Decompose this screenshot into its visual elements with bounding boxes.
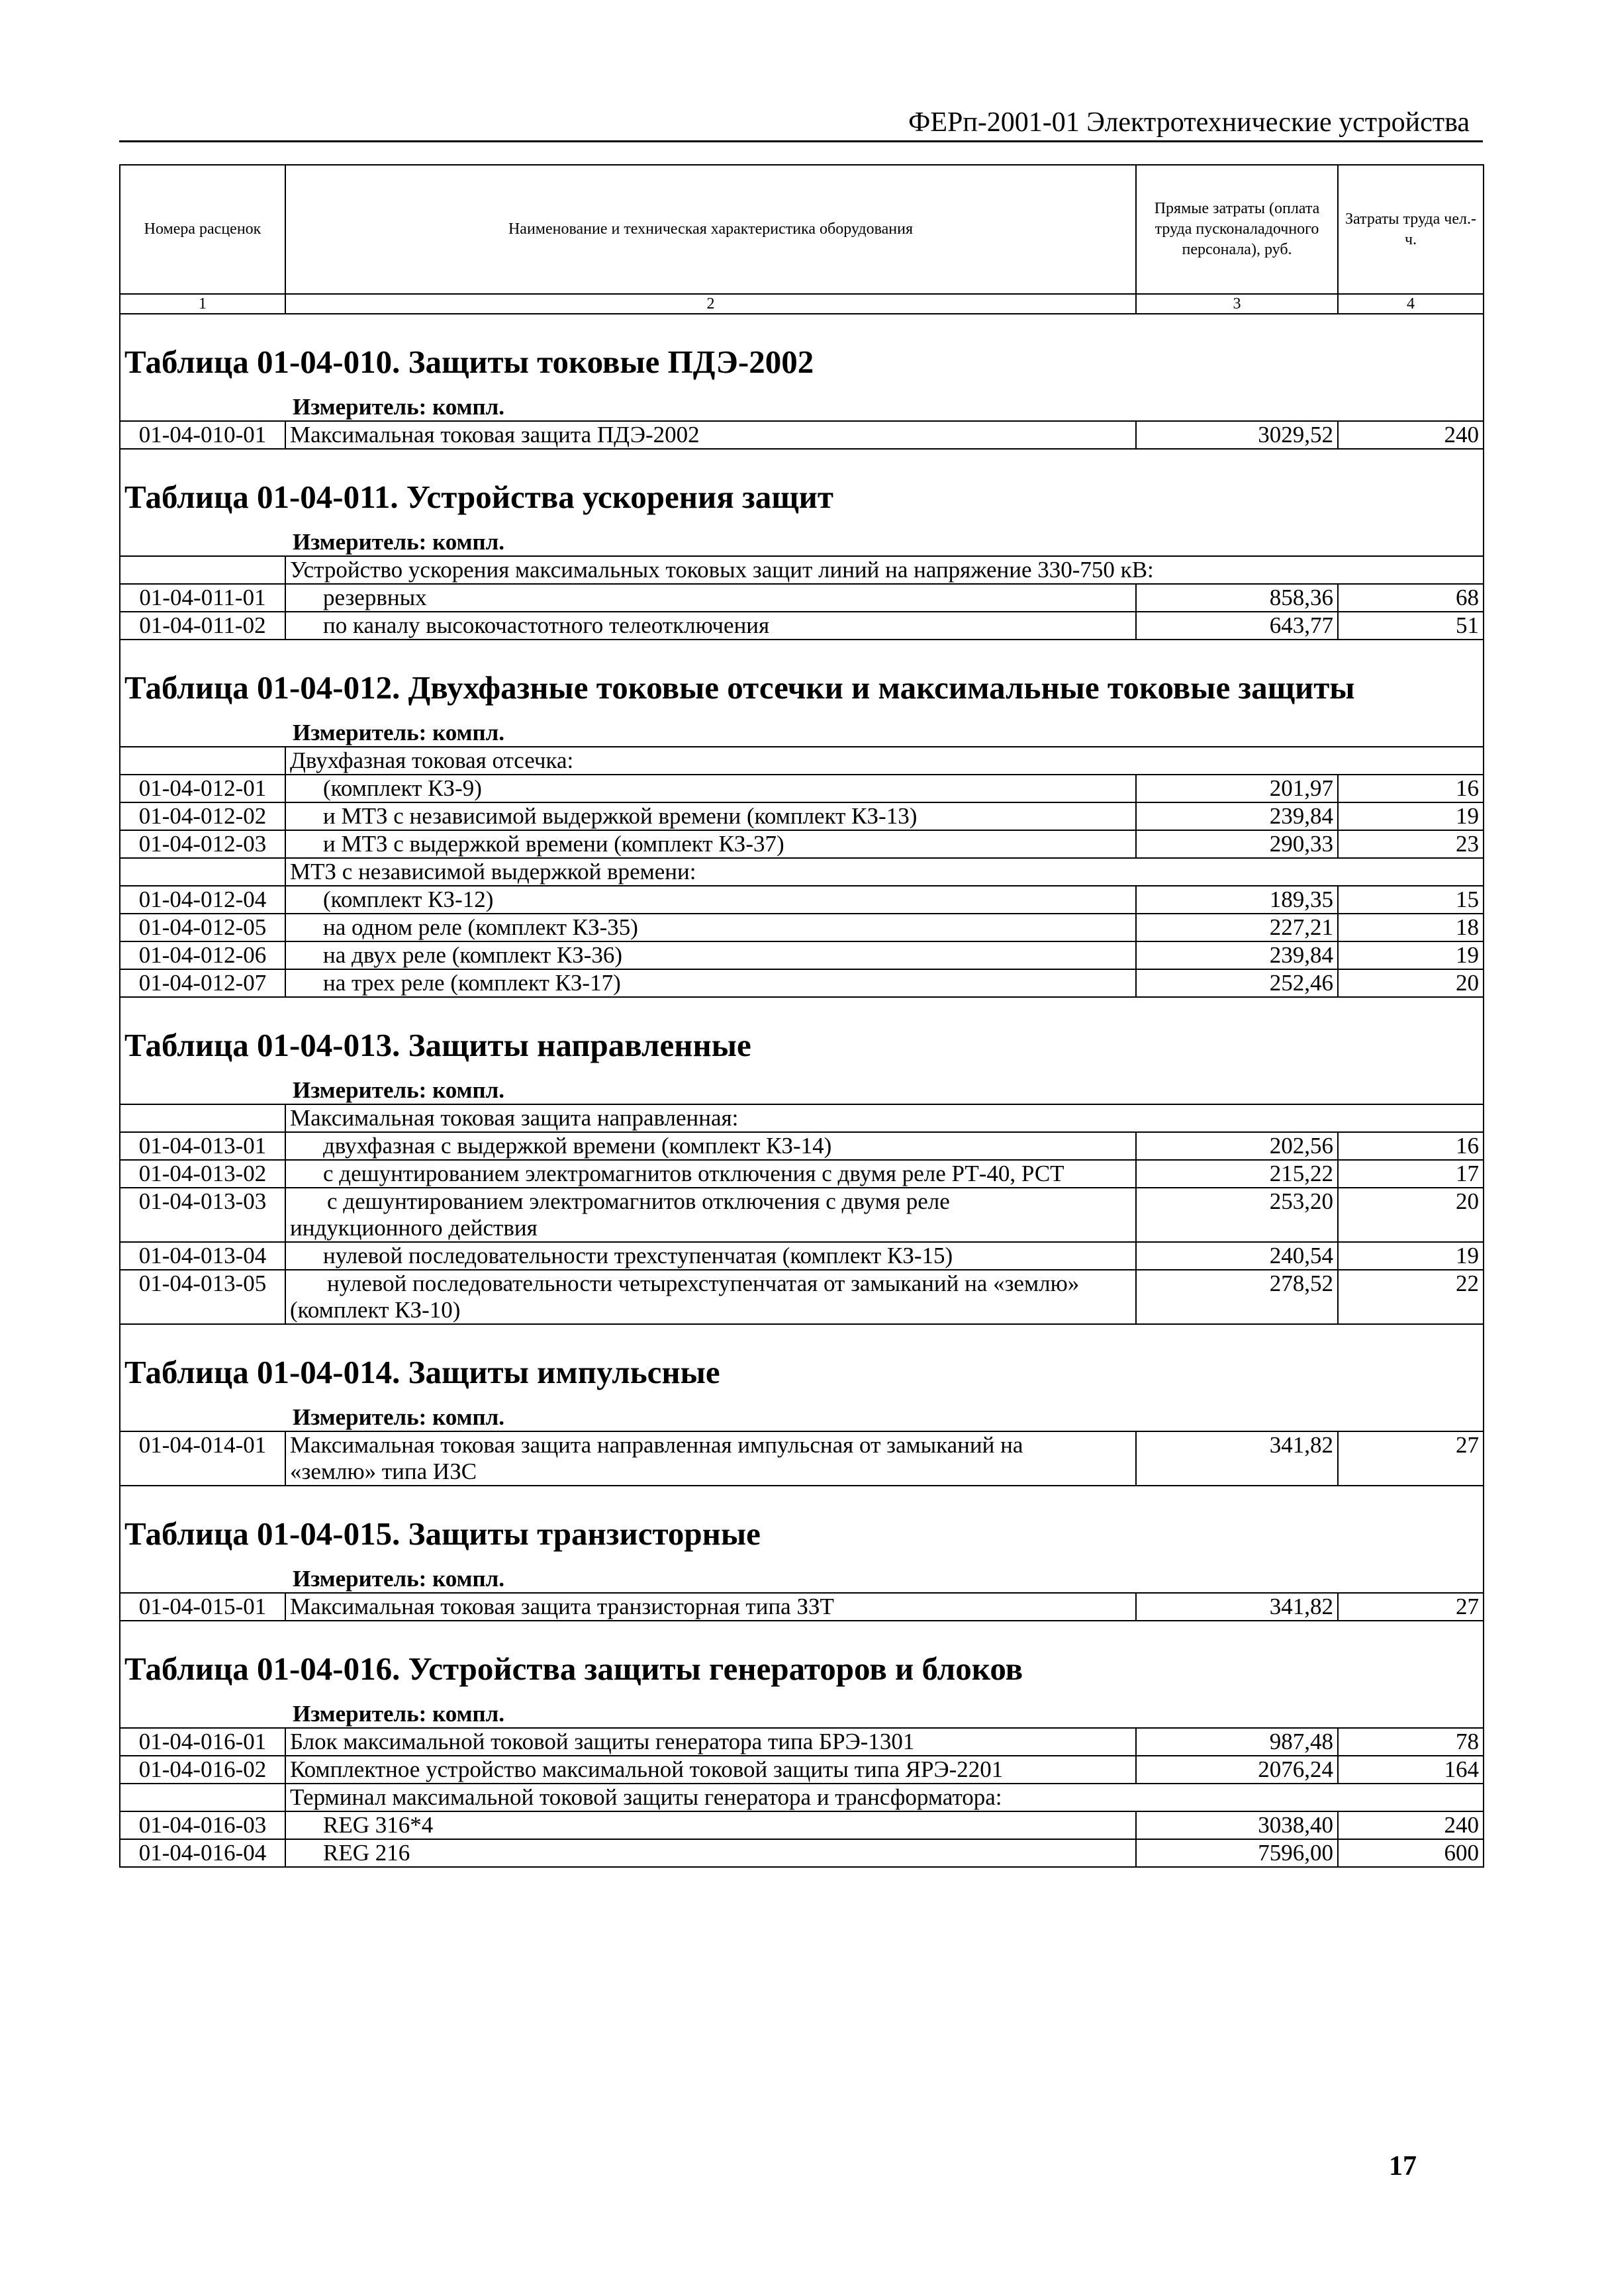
- table-row: [120, 802, 1484, 830]
- row-code: 01-04-015-01: [120, 1593, 285, 1621]
- row-cost: 290,33: [1136, 830, 1338, 858]
- group-row: [120, 556, 1484, 584]
- row-cost: 189,35: [1136, 886, 1338, 914]
- row-cost: 202,56: [1136, 1132, 1338, 1160]
- row-cost: 341,82: [1136, 1593, 1338, 1621]
- row-labor: 22: [1338, 1270, 1484, 1324]
- section-title-row: [120, 997, 1484, 1077]
- row-cost: 201,97: [1136, 775, 1338, 802]
- section-title-row: [120, 640, 1484, 720]
- section-title: Таблица 01-04-015. Защиты транзисторные: [120, 1486, 1484, 1566]
- row-cost: 278,52: [1136, 1270, 1338, 1324]
- measure-row: [120, 529, 1484, 556]
- row-code: 01-04-010-01: [120, 421, 285, 449]
- row-name: с дешунтированием электромагнитов отключения с двумя реле РТ-40, РСТ: [285, 1160, 1136, 1188]
- row-labor: 27: [1338, 1431, 1484, 1486]
- row-code: 01-04-014-01: [120, 1431, 285, 1486]
- table-row: [120, 1728, 1484, 1756]
- table-row: [120, 969, 1484, 997]
- table-row: [120, 1839, 1484, 1867]
- group-row: [120, 858, 1484, 886]
- table-row: [120, 1242, 1484, 1270]
- row-labor: 17: [1338, 1160, 1484, 1188]
- row-cost: 240,54: [1136, 1242, 1338, 1270]
- row-code: 01-04-012-06: [120, 941, 285, 969]
- row-name: двухфазная с выдержкой времени (комплект КЗ-14): [285, 1132, 1136, 1160]
- row-labor: 164: [1338, 1756, 1484, 1784]
- row-name: [285, 1188, 1136, 1242]
- row-name-line2: индукционного действия: [290, 1215, 538, 1241]
- row-labor: 19: [1338, 802, 1484, 830]
- table-row: [120, 886, 1484, 914]
- row-name: нулевой последовательности трехступенчатая (комплект КЗ-15): [285, 1242, 1136, 1270]
- row-cost: 858,36: [1136, 584, 1338, 612]
- row-labor: 240: [1338, 1811, 1484, 1839]
- row-name: на двух реле (комплект КЗ-36): [285, 941, 1136, 969]
- section-title-row: [120, 1324, 1484, 1404]
- section-title-row: [120, 449, 1484, 529]
- row-name-line2: (комплект КЗ-10): [290, 1297, 461, 1323]
- measure-row: [120, 1404, 1484, 1431]
- row-name: Максимальная токовая защита направленная импульсная от замыканий на «землю» типа ИЗС: [285, 1431, 1136, 1486]
- row-name: резервных: [285, 584, 1136, 612]
- row-labor: 16: [1338, 1132, 1484, 1160]
- table-row: [120, 584, 1484, 612]
- table-row: [120, 1270, 1484, 1324]
- column-number-row: [120, 294, 1484, 314]
- row-name-line1: нулевой последовательности четырехступенчатая от замыканий на «землю»: [327, 1270, 1080, 1296]
- row-code: 01-04-013-02: [120, 1160, 285, 1188]
- table-row: [120, 1756, 1484, 1784]
- row-cost: 643,77: [1136, 612, 1338, 640]
- measure-label: Измеритель: компл.: [120, 1404, 1484, 1431]
- table-row: [120, 914, 1484, 941]
- row-labor: 16: [1338, 775, 1484, 802]
- row-name-line1: с дешунтированием электромагнитов отключения с двумя реле: [327, 1188, 950, 1214]
- header-rule: [119, 140, 1483, 142]
- group-code-empty: [120, 858, 285, 886]
- row-labor: 15: [1338, 886, 1484, 914]
- row-code: 01-04-016-03: [120, 1811, 285, 1839]
- col-header-name: Наименование и техническая характеристика оборудования: [285, 165, 1136, 294]
- row-labor: 20: [1338, 1188, 1484, 1242]
- row-labor: 19: [1338, 941, 1484, 969]
- table-row: [120, 1188, 1484, 1242]
- row-cost: 3029,52: [1136, 421, 1338, 449]
- section-title-row: [120, 1621, 1484, 1701]
- row-code: 01-04-012-02: [120, 802, 285, 830]
- row-name: (комплект КЗ-12): [285, 886, 1136, 914]
- row-labor: 27: [1338, 1593, 1484, 1621]
- section-title: Таблица 01-04-012. Двухфазные токовые отсечки и максимальные токовые защиты: [120, 640, 1484, 720]
- col-number-2: 2: [285, 294, 1136, 314]
- row-name: по каналу высокочастотного телеотключения: [285, 612, 1136, 640]
- row-code: 01-04-012-04: [120, 886, 285, 914]
- table-row: [120, 1811, 1484, 1839]
- measure-row: [120, 1566, 1484, 1593]
- row-name: [285, 1270, 1136, 1324]
- row-name: (комплект КЗ-9): [285, 775, 1136, 802]
- row-code: 01-04-016-01: [120, 1728, 285, 1756]
- col-header-labor: Затраты труда чел.-ч.: [1338, 165, 1484, 294]
- group-label: Устройство ускорения максимальных токовых защит линий на напряжение 330-750 кВ:: [285, 556, 1484, 584]
- table-row: [120, 421, 1484, 449]
- row-cost: 215,22: [1136, 1160, 1338, 1188]
- row-name: на трех реле (комплект КЗ-17): [285, 969, 1136, 997]
- row-labor: 19: [1338, 1242, 1484, 1270]
- row-cost: 253,20: [1136, 1188, 1338, 1242]
- table-row: [120, 1132, 1484, 1160]
- row-labor: 600: [1338, 1839, 1484, 1867]
- row-labor: 23: [1338, 830, 1484, 858]
- group-row: [120, 1784, 1484, 1811]
- row-labor: 240: [1338, 421, 1484, 449]
- row-cost: 2076,24: [1136, 1756, 1338, 1784]
- row-code: 01-04-012-07: [120, 969, 285, 997]
- row-code: 01-04-013-05: [120, 1270, 285, 1324]
- group-label: Двухфазная токовая отсечка:: [285, 747, 1484, 775]
- measure-label: Измеритель: компл.: [120, 529, 1484, 556]
- section-title: Таблица 01-04-011. Устройства ускорения защит: [120, 449, 1484, 529]
- measure-row: [120, 394, 1484, 421]
- row-code: 01-04-016-04: [120, 1839, 285, 1867]
- col-header-codes: Номера расценок: [120, 165, 285, 294]
- table-row: [120, 775, 1484, 802]
- section-title: Таблица 01-04-010. Защиты токовые ПДЭ-2002: [120, 314, 1484, 394]
- group-label: Максимальная токовая защита направленная:: [285, 1104, 1484, 1132]
- row-code: 01-04-013-03: [120, 1188, 285, 1242]
- row-cost: 7596,00: [1136, 1839, 1338, 1867]
- row-cost: 239,84: [1136, 802, 1338, 830]
- group-label: Терминал максимальной токовой защиты генератора и трансформатора:: [285, 1784, 1484, 1811]
- row-name: на одном реле (комплект КЗ-35): [285, 914, 1136, 941]
- table-row: [120, 1593, 1484, 1621]
- page-number: 17: [1389, 2151, 1417, 2181]
- measure-row: [120, 720, 1484, 747]
- table-row: [120, 830, 1484, 858]
- rates-document: [119, 164, 1483, 1868]
- page-header: [119, 106, 1483, 142]
- document-title: ФЕРп-2001-01 Электротехнические устройства: [908, 107, 1470, 138]
- row-code: 01-04-011-01: [120, 584, 285, 612]
- group-code-empty: [120, 747, 285, 775]
- section-title: Таблица 01-04-014. Защиты импульсные: [120, 1324, 1484, 1404]
- table-row: [120, 941, 1484, 969]
- row-name: REG 316*4: [285, 1811, 1136, 1839]
- rates-table: [119, 164, 1484, 1868]
- row-name: и МТЗ с выдержкой времени (комплект КЗ-37): [285, 830, 1136, 858]
- measure-row: [120, 1077, 1484, 1104]
- table-row: [120, 612, 1484, 640]
- section-title-row: [120, 314, 1484, 394]
- row-code: 01-04-013-01: [120, 1132, 285, 1160]
- measure-label: Измеритель: компл.: [120, 1077, 1484, 1104]
- measure-label: Измеритель: компл.: [120, 1566, 1484, 1593]
- row-code: 01-04-012-03: [120, 830, 285, 858]
- row-name: REG 216: [285, 1839, 1136, 1867]
- row-code: 01-04-013-04: [120, 1242, 285, 1270]
- row-name: Блок максимальной токовой защиты генератора типа БРЭ-1301: [285, 1728, 1136, 1756]
- group-row: [120, 747, 1484, 775]
- row-name: Максимальная токовая защита ПДЭ-2002: [285, 421, 1136, 449]
- row-code: 01-04-016-02: [120, 1756, 285, 1784]
- row-code: 01-04-012-05: [120, 914, 285, 941]
- section-title: Таблица 01-04-016. Устройства защиты генераторов и блоков: [120, 1621, 1484, 1701]
- group-code-empty: [120, 556, 285, 584]
- row-cost: 987,48: [1136, 1728, 1338, 1756]
- section-title: Таблица 01-04-013. Защиты направленные: [120, 997, 1484, 1077]
- row-code: 01-04-011-02: [120, 612, 285, 640]
- table-row: [120, 1160, 1484, 1188]
- col-header-cost: Прямые затраты (оплата труда пусконаладочного персонала), руб.: [1136, 165, 1338, 294]
- row-labor: 68: [1338, 584, 1484, 612]
- row-labor: 18: [1338, 914, 1484, 941]
- row-cost: 3038,40: [1136, 1811, 1338, 1839]
- row-name: и МТЗ с независимой выдержкой времени (комплект КЗ-13): [285, 802, 1136, 830]
- measure-label: Измеритель: компл.: [120, 394, 1484, 421]
- col-number-4: 4: [1338, 294, 1484, 314]
- section-title-row: [120, 1486, 1484, 1566]
- row-cost: 239,84: [1136, 941, 1338, 969]
- group-row: [120, 1104, 1484, 1132]
- group-code-empty: [120, 1104, 285, 1132]
- col-number-1: 1: [120, 294, 285, 314]
- column-header-row: [120, 165, 1484, 294]
- group-label: МТЗ с независимой выдержкой времени:: [285, 858, 1484, 886]
- row-labor: 78: [1338, 1728, 1484, 1756]
- col-number-3: 3: [1136, 294, 1338, 314]
- measure-label: Измеритель: компл.: [120, 1701, 1484, 1728]
- group-code-empty: [120, 1784, 285, 1811]
- row-cost: 252,46: [1136, 969, 1338, 997]
- row-cost: 341,82: [1136, 1431, 1338, 1486]
- row-labor: 51: [1338, 612, 1484, 640]
- row-cost: 227,21: [1136, 914, 1338, 941]
- measure-label: Измеритель: компл.: [120, 720, 1484, 747]
- row-name: Комплектное устройство максимальной токовой защиты типа ЯРЭ-2201: [285, 1756, 1136, 1784]
- row-name: Максимальная токовая защита транзисторная типа ЗЗТ: [285, 1593, 1136, 1621]
- measure-row: [120, 1701, 1484, 1728]
- row-labor: 20: [1338, 969, 1484, 997]
- row-code: 01-04-012-01: [120, 775, 285, 802]
- table-row: [120, 1431, 1484, 1486]
